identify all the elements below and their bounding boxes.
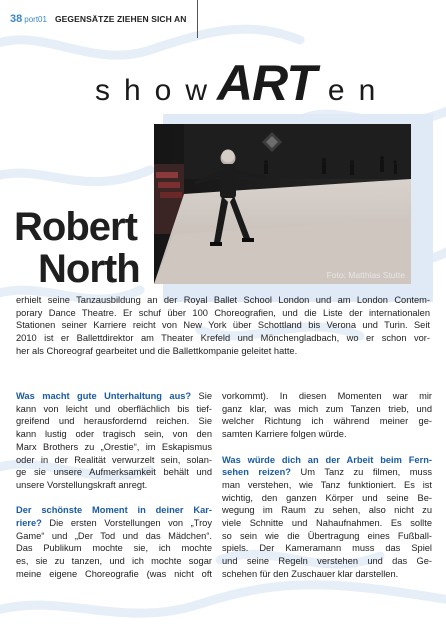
answer-line: so sein wie die Übertragung eines Fußball-	[222, 530, 432, 541]
answer-line: ganz klar, was mich zum Tanzen trieb, und	[222, 403, 432, 414]
paragraph-gap	[16, 492, 212, 505]
person-last-name: North	[38, 247, 140, 291]
page-number: 38	[10, 13, 23, 25]
question-line	[16, 517, 212, 530]
question-3: Was würde dich an der Arbeit beim Fern-	[222, 454, 432, 465]
answer-line: kann lustig oder tragisch sein, von den	[16, 429, 212, 440]
answer-line: schehen für den Zuschauer klar darstellen.	[222, 568, 399, 579]
headline-show: show	[95, 74, 222, 107]
paragraph-gap	[222, 441, 432, 454]
answer-text: Um Tanz zu filmen, muss	[290, 467, 432, 478]
question-line	[16, 390, 212, 403]
question-3-cont: sehen reizen?	[222, 467, 291, 478]
person-first-name: Robert	[14, 205, 137, 249]
headline-art: ART	[217, 55, 316, 111]
question-2: Der schönste Moment in deiner Kar-	[16, 505, 212, 516]
answer-line: wegung im Raum zu sehen, also nicht zu	[222, 505, 432, 516]
answer-line: Game“ und „Der Tod und das Mädchen“.	[16, 530, 212, 541]
dance-studio-image	[154, 124, 411, 284]
question-1: Was macht gute Unterhaltung aus?	[16, 391, 192, 401]
answer-line: kann von leicht und oberflächlich bis tief-	[16, 403, 212, 414]
interview-right-column	[222, 390, 432, 581]
question-2-cont: riere?	[16, 518, 42, 529]
answer-line: Marx Brothers zu „Orestie“, im Eskapismus	[16, 441, 212, 452]
question-line	[222, 466, 432, 479]
answer-line: unsere Vorstellungskraft anregt.	[16, 479, 148, 490]
page-header	[10, 8, 187, 30]
answer-line: Das Publikum mochte sie, ich mochte	[16, 543, 212, 554]
answer-line: man verstehen, wie Tanz funktioniert. Es ist	[222, 479, 432, 490]
answer-text: Die ersten Vorstellungen von „Troy	[41, 518, 212, 529]
portrait-photo	[154, 124, 411, 284]
answer-line: wichtig, den ganzen Körper und seine Be-	[222, 492, 432, 503]
answer-line: es, sie zu tanzen, und ich mochte sogar	[16, 556, 212, 567]
magazine-name: port01	[24, 14, 47, 24]
intro-line: erhielt seine Tanzausbildung an der Royal Ballet School London und am London Contem-	[16, 295, 430, 305]
header-divider	[197, 0, 198, 38]
answer-line: viele Schnitte und Nahaufnahmen. Es sollte	[222, 518, 432, 529]
answer-line: samten Karriere folgen würde.	[222, 429, 347, 440]
intro-line: her als Choreograf gearbeitet und die Ballettkompanie geleitet hatte.	[16, 345, 298, 356]
intro-line: Stationen seiner Karriere reicht von New York über Schottland bis Verona und Turin. Seit	[16, 320, 430, 331]
answer-line: meine eigene Choreografie (was nicht oft	[16, 568, 212, 579]
question-line	[16, 504, 212, 517]
answer-line: oder in der Realität verwurzelt sein, solan-	[16, 454, 212, 465]
headline-en: en	[327, 74, 390, 107]
intro-line: porary Dance Theatre. Er schuf über 100 Choreografien, und die Liste der internationalen	[16, 307, 430, 318]
answer-line: greifend und herausfordernd reichen. Sie	[16, 416, 212, 427]
answer-line: vorkommt). In diesen Momenten war mir	[222, 391, 432, 401]
answer-line: spiels. Der Kameramann muss das Spiel	[222, 543, 432, 554]
answer-line: und seine Regeln verstehen und das Ge-	[222, 556, 432, 567]
section-title: GEGENSÄTZE ZIEHEN SICH AN	[54, 14, 187, 24]
answer-text: Sie	[191, 391, 212, 401]
answer-line: ge sie unsere Aufmerksamkeit behält und	[16, 467, 212, 478]
interview-left-column	[16, 390, 212, 581]
answer-line: welcher Richtung ich während meiner ge-	[222, 416, 432, 427]
intro-paragraph	[16, 294, 430, 358]
question-line	[222, 454, 432, 467]
column-headline	[95, 54, 390, 111]
photo-credit: Foto: Matthias Stutte	[326, 270, 405, 280]
intro-line: 2010 ist er Ballettdirektor am Theater Krefeld und Mönchengladbach, wo er schon vor-	[16, 333, 430, 344]
